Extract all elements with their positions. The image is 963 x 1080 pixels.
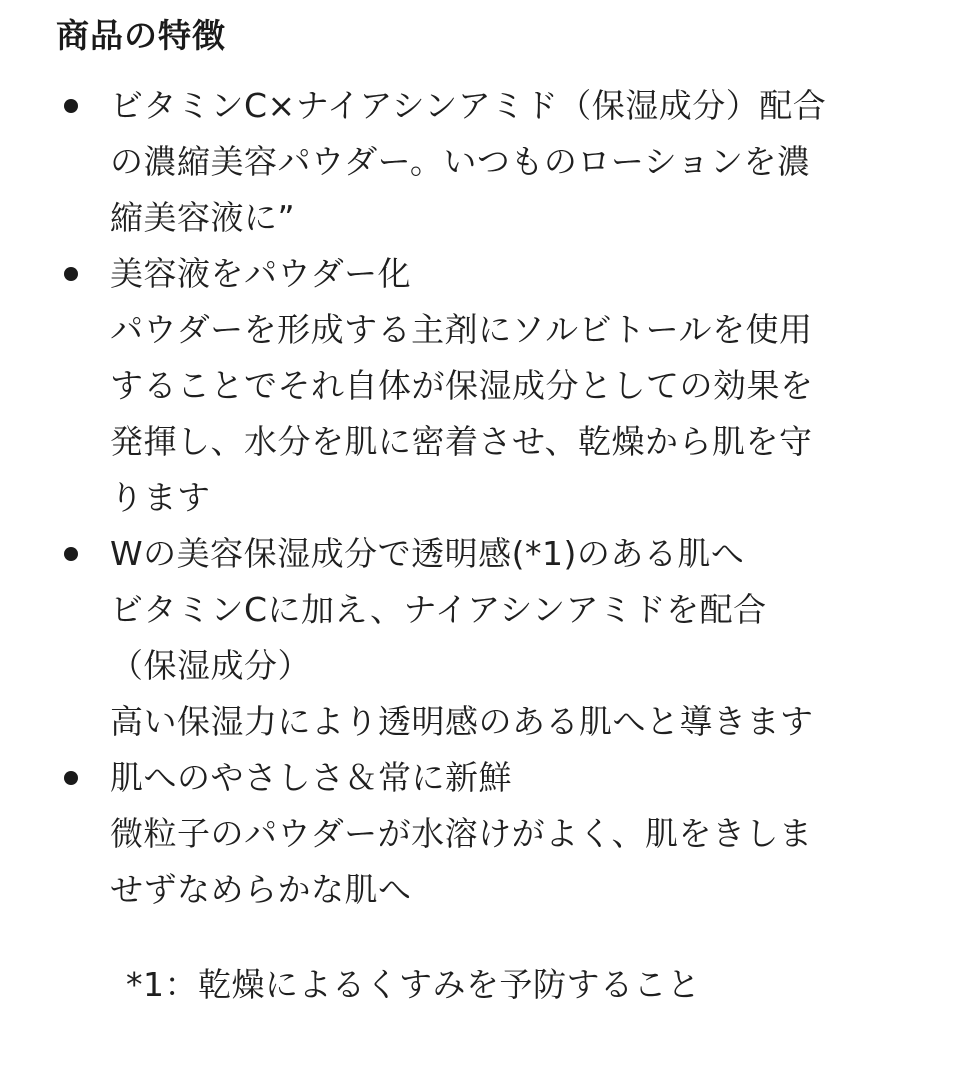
feature-line: （保湿成分）: [110, 646, 311, 685]
feature-line: Wの美容保湿成分で透明感(*1)のある肌へ: [110, 534, 745, 573]
bullet-icon: [64, 547, 78, 561]
feature-line: することでそれ自体が保湿成分としての効果を: [110, 366, 814, 405]
bullet-icon: [64, 99, 78, 113]
feature-line: せずなめらかな肌へ: [110, 870, 412, 909]
feature-line: の濃縮美容パウダー。いつものローションを濃: [110, 142, 811, 181]
feature-line: 発揮し、水分を肌に密着させ、乾燥から肌を守: [110, 422, 813, 461]
feature-line: ビタミンCに加え、ナイアシンアミドを配合: [110, 590, 767, 629]
feature-item-2: [0, 246, 963, 526]
feature-item-3: [0, 526, 963, 750]
feature-line: 高い保湿力により透明感のある肌へと導きます: [110, 702, 814, 741]
feature-item-1: [0, 78, 963, 246]
feature-line: ります: [110, 478, 211, 517]
feature-list: [0, 78, 963, 918]
bullet-icon: [64, 267, 78, 281]
bullet-icon: [64, 771, 78, 785]
feature-line: ビタミンC×ナイアシンアミド（保湿成分）配合: [110, 86, 827, 125]
feature-line: 微粒子のパウダーが水溶けがよく、肌をきしま: [110, 814, 813, 853]
feature-line: 肌へのやさしさ＆常に新鮮: [110, 758, 512, 797]
feature-item-4: [0, 750, 963, 918]
feature-line: 縮美容液に”: [110, 198, 296, 237]
footnote: *1：乾燥によるくすみを予防すること: [126, 965, 701, 1004]
feature-line: パウダーを形成する主剤にソルビトールを使用: [110, 310, 813, 349]
feature-line: 美容液をパウダー化: [110, 254, 412, 293]
section-heading: 商品の特徴: [56, 16, 226, 55]
